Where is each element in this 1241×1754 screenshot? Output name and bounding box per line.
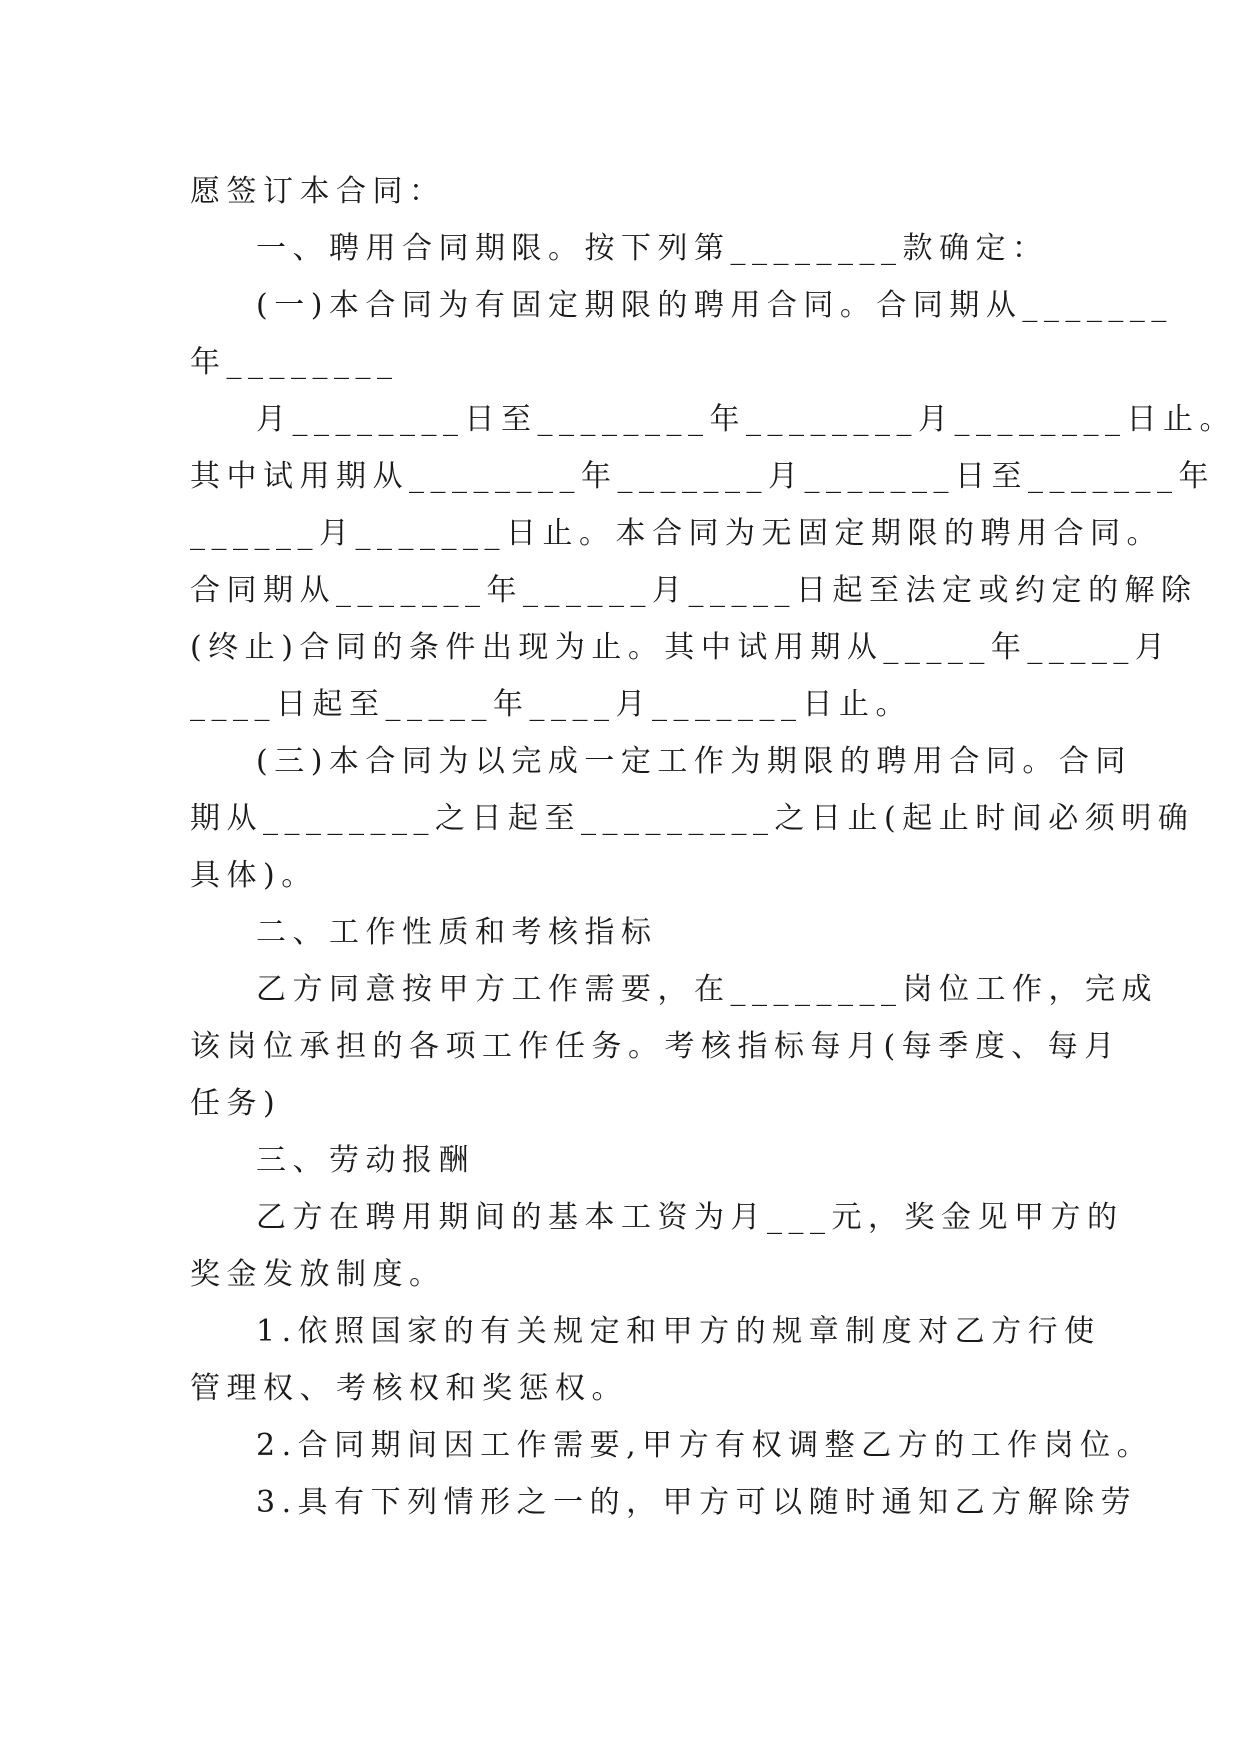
text-line: 年________ xyxy=(190,345,399,380)
list-item: 2.合同期间因工作需要,甲方有权调整乙方的工作岗位。 xyxy=(256,1428,1154,1463)
text-line: 管理权、考核权和奖惩权。 xyxy=(190,1371,628,1406)
text-line: 愿签订本合同： xyxy=(190,174,446,209)
text-line: ______月_______日止。本合同为无固定期限的聘用合同。 xyxy=(190,516,1163,551)
text-line: 奖金发放制度。 xyxy=(190,1257,446,1292)
text-line: (三)本合同为以完成一定工作为期限的聘用合同。合同 xyxy=(256,744,1132,779)
text-line: 该岗位承担的各项工作任务。考核指标每月(每季度、每月 xyxy=(190,1029,1121,1064)
text-line: 具体)。 xyxy=(190,858,318,893)
text-line: 合同期从_______年______月_____日起至法定或约定的解除 xyxy=(190,573,1198,608)
text-line: 乙方同意按甲方工作需要，在________岗位工作，完成 xyxy=(256,972,1158,1007)
text-line: (一)本合同为有固定期限的聘用合同。合同期从_______ xyxy=(256,288,1173,323)
text-line: 任务) xyxy=(190,1086,282,1121)
list-item: 3.具有下列情形之一的，甲方可以随时通知乙方解除劳 xyxy=(256,1485,1138,1520)
text-line: 月________日至________年________月________日止。 xyxy=(256,402,1236,437)
text-line: 期从________之日起至_________之日止(起止时间必须明确 xyxy=(190,801,1195,836)
text-line: 乙方在聘用期间的基本工资为月___元，奖金见甲方的 xyxy=(256,1200,1124,1235)
section-heading: 二、工作性质和考核指标 xyxy=(256,915,658,950)
section-heading: 三、劳动报酬 xyxy=(256,1143,475,1178)
section-heading: 一、聘用合同期限。按下列第________款确定： xyxy=(256,231,1049,266)
text-line: 其中试用期从________年_______月_______日至_______年 xyxy=(190,459,1215,494)
text-line: ____日起至_____年____月_______日止。 xyxy=(190,687,912,722)
text-line: (终止)合同的条件出现为止。其中试用期从_____年_____月 xyxy=(190,630,1172,665)
list-item: 1.依照国家的有关规定和甲方的规章制度对乙方行使 xyxy=(256,1314,1101,1349)
